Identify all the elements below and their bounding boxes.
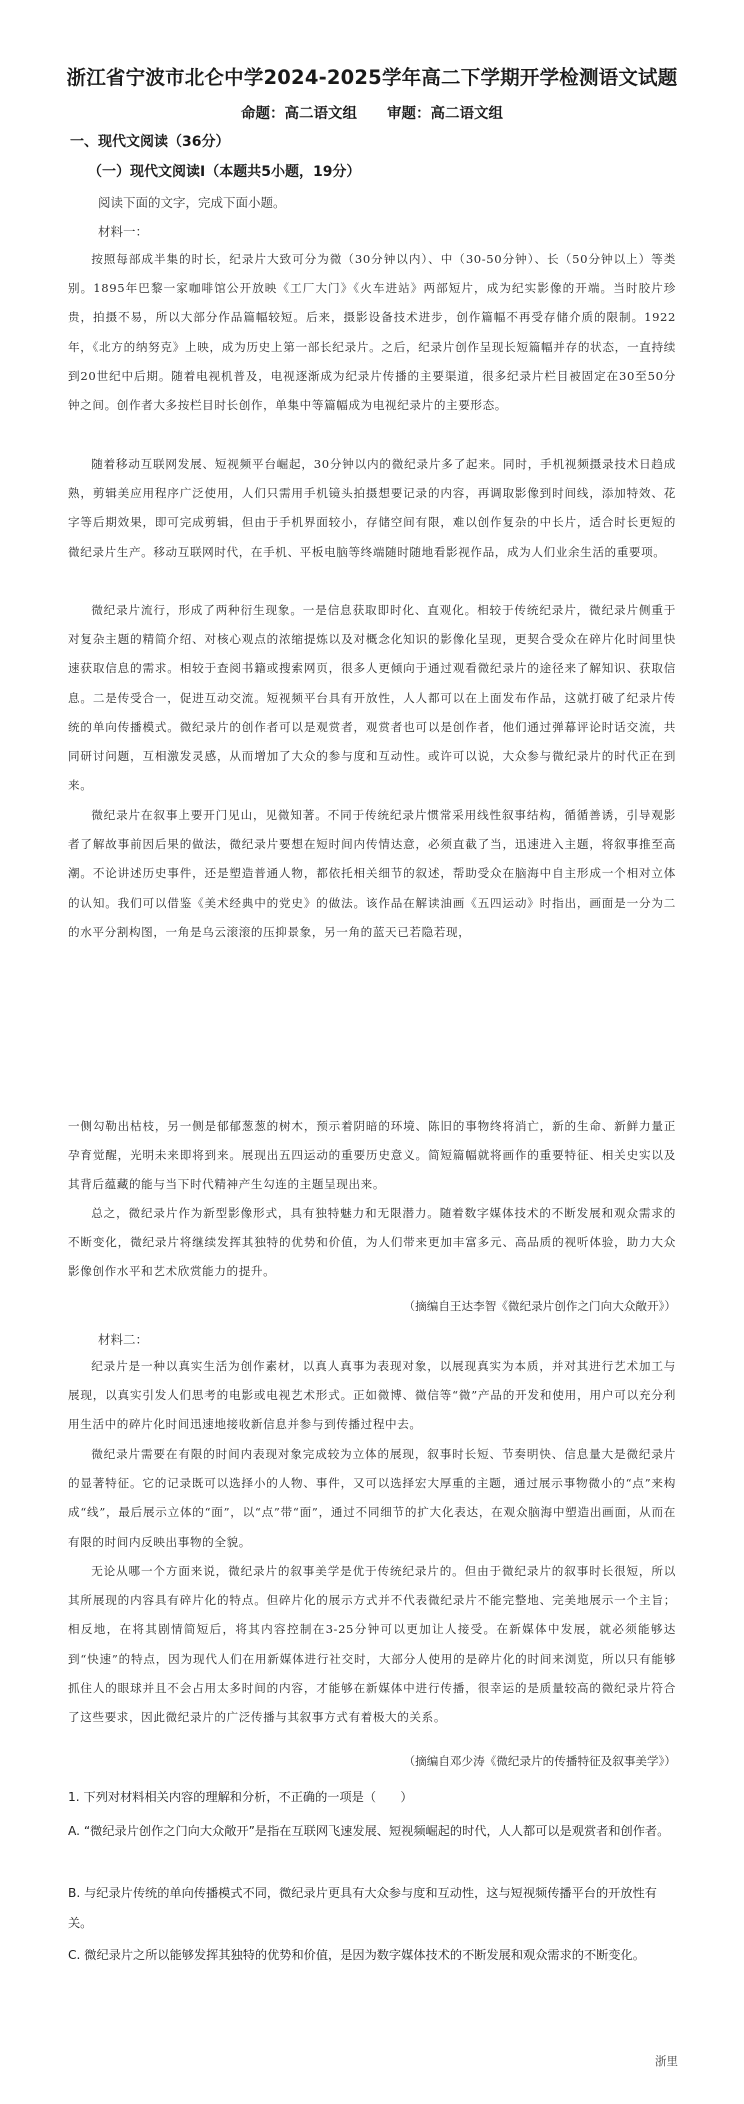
material1-label: 材料一： [98, 224, 149, 239]
reviewer-credit: 审题：高二语文组 [387, 106, 503, 122]
question-1-option-c: C. 微纪录片之所以能够发挥其独特的优势和价值，是因为数字媒体技术的不断发展和观众需求的不断变化。 [68, 1948, 645, 1962]
material1-paragraph-3: 微纪录片流行，形成了两种衍生现象。一是信息获取即时化、直观化。相较于传统纪录片，微纪录片侧重于对复杂主题的精简介绍、对核心观点的浓缩提炼以及对概念化知识的影像化呈现，更契合受众在碎片化时间里快速获取信息的需求。相较于查阅书籍或搜索网页，很多人更倾向于通过观看微纪录片的途径来了解知识、获取信息。二是传受合一，促进互动交流。短视频平台具有开放性，人人都可以在上面发布作品，这就打破了纪录片传统的单向传播模式。微纪录片的创作者可以是观赏者，观赏者也可以是创作者，他们通过弹幕评论时话交流，共同研讨问题，互相激发灵感，从而增加了大众的参与度和互动性。或许可以说，大众参与微纪录片的时代正在到来。 [68, 603, 676, 793]
page-footer: 浙里 [655, 2054, 678, 2068]
section-heading-part1: 一、现代文阅读（36分） [70, 134, 230, 150]
proposer-credit: 命题：高二语文组 [241, 106, 357, 122]
question-1-stem: 1. 下列对材料相关内容的理解和分析，不正确的一项是（ ） [68, 1790, 413, 1804]
section-heading-part1-1: （一）现代文阅读Ⅰ（本题共5小题，19分） [88, 164, 361, 180]
material1-paragraph-2: 随着移动互联网发展、短视频平台崛起，30分钟以内的微纪录片多了起来。同时，手机视频摄录技术日趋成熟，剪辑美应用程序广泛使用，人们只需用手机镜头拍摄想要记录的内容，再调取影像到时间线，添加特效、花字等后期效果，即可完成剪辑，但由于手机界面较小，存储空间有限，难以创作复杂的中长片，适合时长更短的微纪录片生产。移动互联网时代，在手机、平板电脑等终端随时随地看影视作品，成为人们业余生活的重要项。 [68, 457, 676, 559]
material2-paragraph-2: 微纪录片需要在有限的时间内表现对象完成较为立体的展现，叙事时长短、节奏明快、信息量大是微纪录片的显著特征。它的记录既可以选择小的人物、事件，又可以选择宏大厚重的主题，通过展示事物微小的“点”来构成“线”，最后展示立体的“面”，以“点”带“面”，通过不同细节的扩大化表达，在观众脑海中塑造出画面，从而在有限的时间内反映出事物的全貌。 [68, 1447, 676, 1549]
material1-paragraph-1: 按照每部成半集的时长，纪录片大致可分为微（30分钟以内）、中（30-50分钟）、长（50分钟以上）等类别。1895年巴黎一家咖啡馆公开放映《工厂大门》《火车进站》两部短片，成为纪实影像的开端。当时胶片珍贵，拍摄不易，所以大部分作品篇幅较短。后来，摄影设备技术进步，创作篇幅不再受存储介质的限制。1922年，《北方的纳努克》上映，成为历史上第一部长纪录片。之后，纪录片创作呈现长短篇幅并存的状态，一直持续到20世纪中后期。随着电视机普及，电视逐渐成为纪录片传播的主要渠道，很多纪录片栏目被固定在30至50分钟之间。创作者大多按栏目时长创作，单集中等篇幅成为电视纪录片的主要形态。 [68, 252, 676, 413]
exam-title: 浙江省宁波市北仑中学2024-2025学年高二下学期开学检测语文试题 [66, 66, 678, 89]
material2-paragraph-1: 纪录片是一种以真实生活为创作素材，以真人真事为表现对象，以展现真实为本质，并对其进行艺术加工与展现，以真实引发人们思考的电影或电视艺术形式。正如微博、微信等“微”产品的开发和使用，用户可以充分利用生活中的碎片化时间迅速地接收新信息并参与到传播过程中去。 [68, 1359, 676, 1432]
reading-instruction: 阅读下面的文字，完成下面小题。 [98, 195, 286, 210]
material1-paragraph-5: 一侧勾勒出枯枝，另一侧是郁郁葱葱的树木，预示着阴暗的环境、陈旧的事物终将消亡，新的生命、新鲜力量正孕育觉醒，光明未来即将到来。展现出五四运动的重要历史意义。简短篇幅就将画作的重要特征、相关史实以及其背后蕴藏的能与当下时代精神产生勾连的主题呈现出来。 [68, 1119, 676, 1192]
question-1-option-a: A. “微纪录片创作之门向大众敞开”是指在互联网飞速发展、短视频崛起的时代，人人都可以是观赏者和创作者。 [68, 1824, 670, 1838]
material1-paragraph-6: 总之，微纪录片作为新型影像形式，具有独特魅力和无限潜力。随着数字媒体技术的不断发展和观众需求的不断变化，微纪录片将继续发挥其独特的优势和价值，为人们带来更加丰富多元、高品质的视听体验，助力大众影像创作水平和艺术欣赏能力的提升。 [68, 1206, 676, 1279]
question-1-option-b: B. 与纪录片传统的单向传播模式不同，微纪录片更具有大众参与度和互动性，这与短视频传播平台的开放性有关。 [68, 1886, 657, 1930]
material2-label: 材料二： [98, 1332, 149, 1347]
material1-paragraph-4: 微纪录片在叙事上要开门见山，见微知著。不同于传统纪录片惯常采用线性叙事结构，循循善诱，引导观影者了解故事前因后果的做法，微纪录片要想在短时间内传情达意，必须直截了当，迅速进入主题，将叙事推至高潮。不论讲述历史事件，还是塑造普通人物，都依托相关细节的叙述，帮助受众在脑海中自主形成一个相对立体的认知。我们可以借鉴《美术经典中的党史》的做法。该作品在解读油画《五四运动》时指出，画面是一分为二的水平分割构图，一角是乌云滚滚的压抑景象，另一角的蓝天已若隐若现， [68, 808, 676, 939]
material2-source: （摘编自邓少涛《微纪录片的传播特征及叙事美学》） [403, 1754, 676, 1768]
material1-source: （摘编自王达李智《微纪录片创作之门向大众敞开》） [403, 1299, 676, 1313]
exam-credits [0, 102, 744, 123]
material2-paragraph-3: 无论从哪一个方面来说，微纪录片的叙事美学是优于传统纪录片的。但由于微纪录片的叙事时长很短，所以其所展现的内容具有碎片化的特点。但碎片化的展示方式并不代表微纪录片不能完整地、完美地展示一个主旨；相反地，在将其剧情简短后，将其内容控制在3-25分钟可以更加让人接受。在新媒体中发展，就必须能够达到“快速”的特点，因为现代人们在用新媒体进行社交时，大部分人使用的是碎片化的时间来浏览，所以只有能够抓住人的眼球并且不会占用太多时间的内容，才能够在新媒体中进行传播，很幸运的是质量较高的微纪录片符合了这些要求，因此微纪录片的广泛传播与其叙事方式有着极大的关系。 [68, 1564, 676, 1725]
